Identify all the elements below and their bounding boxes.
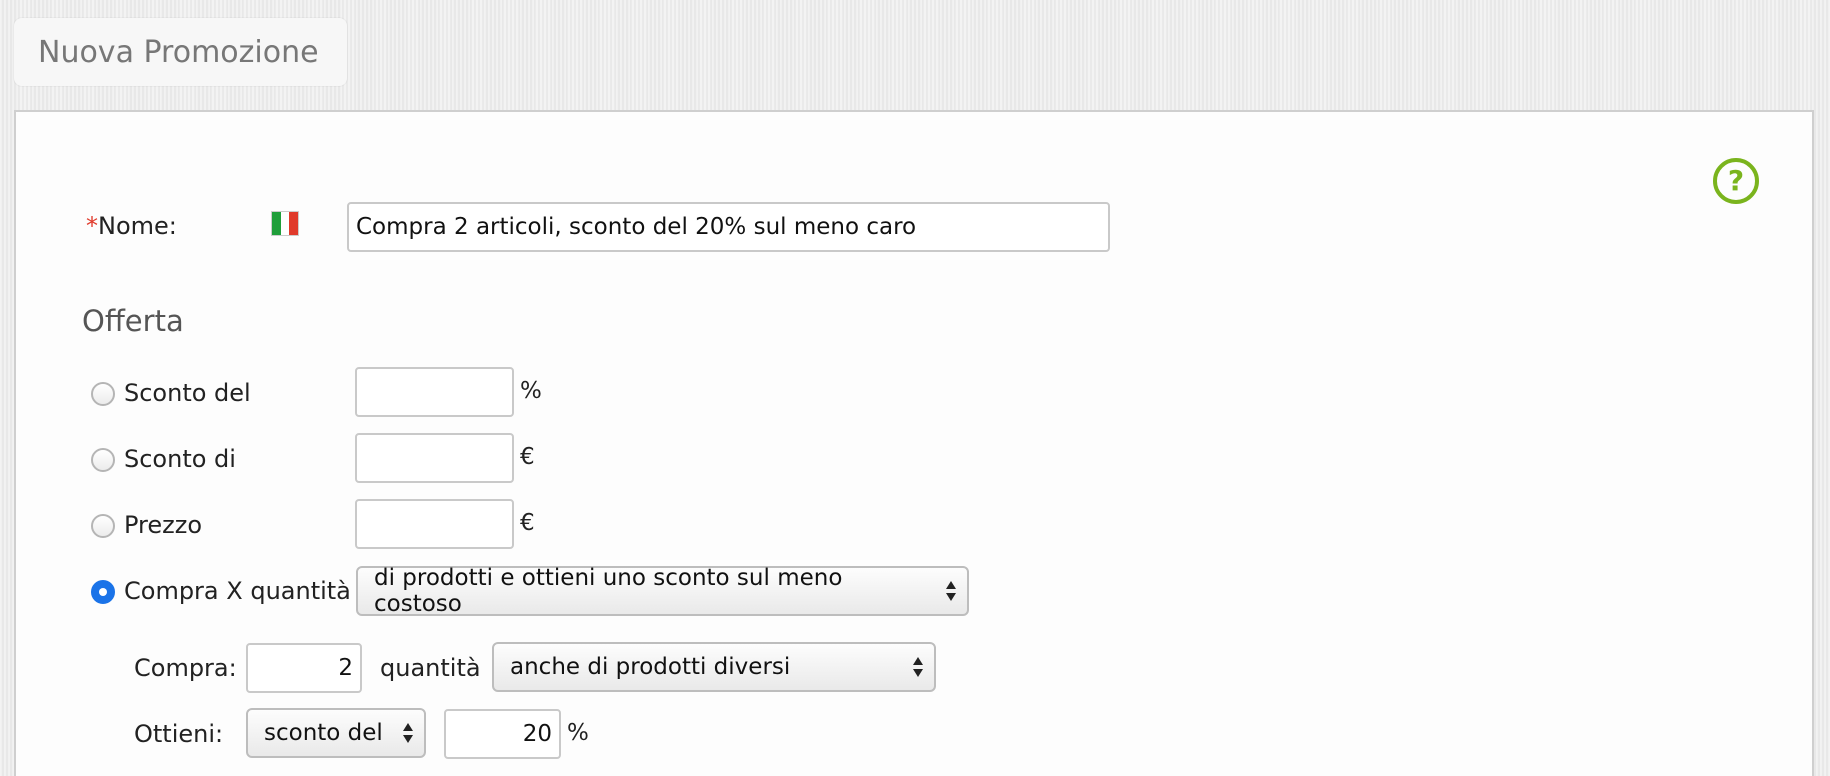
percent-unit: % (520, 378, 542, 404)
radio-prezzo[interactable] (91, 514, 115, 538)
option-label-prezzo: Prezzo (124, 511, 203, 539)
euro-unit: € (520, 444, 535, 470)
radio-sconto-di[interactable] (91, 448, 115, 472)
select-arrows-icon (402, 721, 414, 745)
required-mark: * (86, 212, 98, 240)
product-scope-select[interactable]: anche di prodotti diversi (492, 642, 936, 692)
page-title: Nuova Promozione (38, 34, 319, 70)
italy-flag-icon (271, 211, 299, 236)
name-input[interactable]: Compra 2 articoli, sconto del 20% sul meno caro (347, 202, 1110, 252)
option-label-compra-x: Compra X quantità (124, 577, 351, 605)
get-percent-unit: % (567, 720, 589, 746)
page-title-tab (14, 18, 347, 86)
price-input[interactable] (355, 499, 514, 549)
get-type-select[interactable]: sconto del (246, 708, 426, 758)
select-arrows-icon (912, 655, 924, 679)
offer-section-title: Offerta (82, 304, 184, 338)
radio-sconto-del[interactable] (91, 382, 115, 406)
radio-compra-x-quantita[interactable] (91, 580, 115, 604)
get-value-input[interactable]: 20 (444, 709, 561, 759)
buy-x-type-select[interactable]: di prodotti e ottieni uno sconto sul meno costoso (356, 566, 969, 616)
buy-label: Compra: (134, 654, 237, 682)
buy-quantity-input[interactable]: 2 (246, 643, 362, 693)
euro-unit: € (520, 510, 535, 536)
option-label-sconto-di: Sconto di (124, 445, 236, 473)
name-label: *Nome: (86, 212, 177, 240)
percent-discount-input[interactable] (355, 367, 514, 417)
select-arrows-icon (945, 579, 957, 603)
amount-discount-input[interactable] (355, 433, 514, 483)
option-label-sconto-del: Sconto del (124, 379, 251, 407)
help-icon[interactable]: ? (1713, 158, 1759, 204)
get-label: Ottieni: (134, 720, 224, 748)
quantity-label: quantità (380, 654, 481, 682)
